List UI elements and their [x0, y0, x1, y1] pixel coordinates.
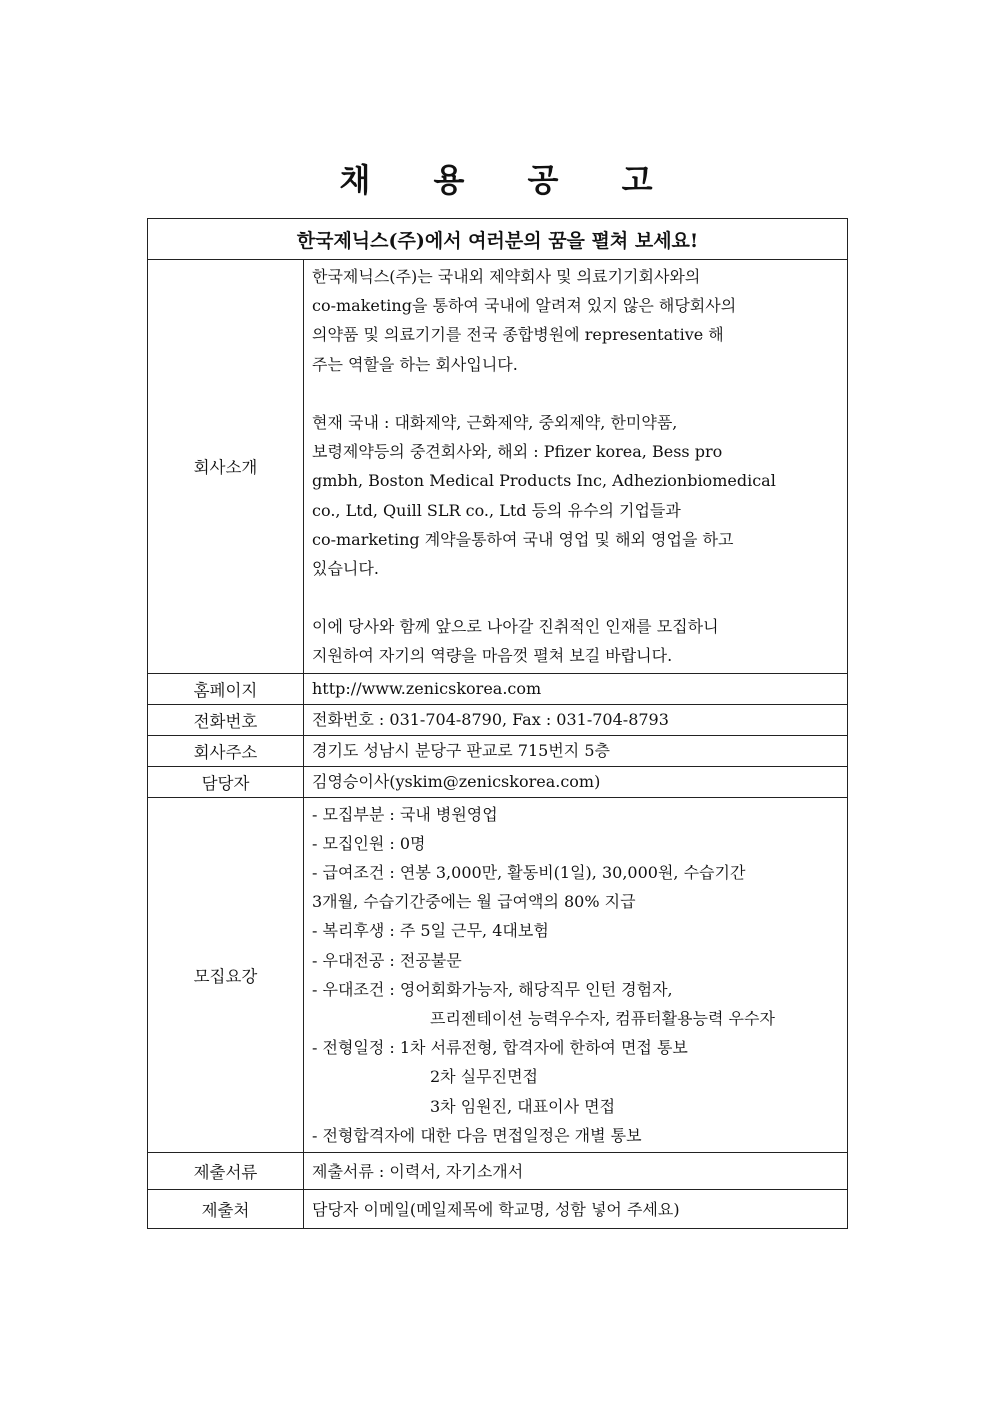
- homepage-row: [148, 673, 848, 704]
- requirement-line: - 모집부분 : 국내 병원영업: [312, 804, 498, 824]
- company-intro-text: [304, 260, 848, 674]
- requirement-line: 2차 실무진면접: [430, 1067, 539, 1087]
- intro-line: 현재 국내 : 대화제약, 근화제약, 중외제약, 한미약품,: [312, 412, 678, 432]
- intro-line: 의약품 및 의료기기를 전국 종합병원에 representative 해: [312, 325, 724, 345]
- intro-spacer: [312, 379, 847, 408]
- address-row: [148, 735, 848, 766]
- requirement-line: - 복리후생 : 주 5일 근무, 4대보험: [312, 921, 549, 941]
- job-posting-table: [147, 218, 848, 1229]
- contact-email[interactable]: 김영승이사(yskim@zenicskorea.com): [304, 766, 848, 797]
- submit-to-value: 담당자 이메일(메일제목에 학교명, 성함 넣어 주세요): [304, 1189, 848, 1228]
- address-value: 경기도 성남시 분당구 판교로 715번지 5층: [304, 735, 848, 766]
- requirements-row: [148, 797, 848, 1152]
- intro-line: co-marketing 계약을통하여 국내 영업 및 해외 영업을 하고: [312, 529, 734, 549]
- documents-value: 제출서류 : 이력서, 자기소개서: [304, 1152, 848, 1189]
- submit-to-label: 제출처: [148, 1189, 304, 1228]
- requirement-line: 3개월, 수습기간중에는 월 급여액의 80% 지급: [312, 892, 636, 912]
- phone-label: 전화번호: [148, 704, 304, 735]
- address-label: 회사주소: [148, 735, 304, 766]
- company-intro-label: 회사소개: [148, 260, 304, 674]
- intro-line: co-maketing을 통하여 국내에 알려져 있지 않은 해당회사의: [312, 296, 737, 316]
- intro-line: 지원하여 자기의 역량을 마음껏 펼쳐 보길 바랍니다.: [312, 646, 673, 666]
- requirement-line: - 우대전공 : 전공불문: [312, 950, 462, 970]
- contact-row: [148, 766, 848, 797]
- page-title: 채 용 공 고: [339, 161, 679, 199]
- documents-label: 제출서류: [148, 1152, 304, 1189]
- requirement-line: - 우대조건 : 영어회화가능자, 해당직무 인턴 경험자,: [312, 979, 673, 999]
- requirement-line: - 급여조건 : 연봉 3,000만, 활동비(1일), 30,000원, 수습기간: [312, 863, 746, 882]
- headline-row: [148, 219, 848, 260]
- submit-to-row: [148, 1189, 848, 1228]
- phone-row: [148, 704, 848, 735]
- requirement-line: - 전형합격자에 대한 다음 면접일정은 개별 통보: [312, 1125, 642, 1145]
- requirement-line: 3차 임원진, 대표이사 면접: [430, 1096, 616, 1116]
- requirements-text: [304, 797, 848, 1152]
- intro-line: 있습니다.: [312, 558, 379, 578]
- intro-spacer: [312, 583, 847, 612]
- requirements-label: 모집요강: [148, 797, 304, 1152]
- headline: 한국제닉스(주)에서 여러분의 꿈을 펼쳐 보세요!: [148, 219, 848, 260]
- intro-line: 한국제닉스(주)는 국내외 제약회사 및 의료기기회사와의: [312, 267, 701, 286]
- requirement-line: 프리젠테이션 능력우수자, 컴퓨터활용능력 우수자: [430, 1008, 775, 1028]
- company-intro-row: [148, 260, 848, 674]
- intro-line: 주는 역할을 하는 회사입니다.: [312, 354, 518, 374]
- homepage-label: 홈페이지: [148, 673, 304, 704]
- requirement-line: - 전형일정 : 1차 서류전형, 합격자에 한하여 면접 통보: [312, 1038, 688, 1058]
- intro-line: 보령제약등의 중견회사와, 해외 : Pfizer korea, Bess pro: [312, 442, 723, 462]
- documents-row: [148, 1152, 848, 1189]
- homepage-link[interactable]: http://www.zenicskorea.com: [304, 673, 848, 704]
- intro-line: co., Ltd, Quill SLR co., Ltd 등의 유수의 기업들과: [312, 500, 681, 520]
- phone-value: 전화번호 : 031-704-8790, Fax : 031-704-8793: [304, 704, 848, 735]
- contact-label: 담당자: [148, 766, 304, 797]
- intro-line: gmbh, Boston Medical Products Inc, Adhezionbiomedical: [312, 471, 776, 491]
- requirement-line: - 모집인원 : 0명: [312, 833, 426, 853]
- intro-line: 이에 당사와 함께 앞으로 나아갈 진취적인 인재를 모집하니: [312, 617, 719, 637]
